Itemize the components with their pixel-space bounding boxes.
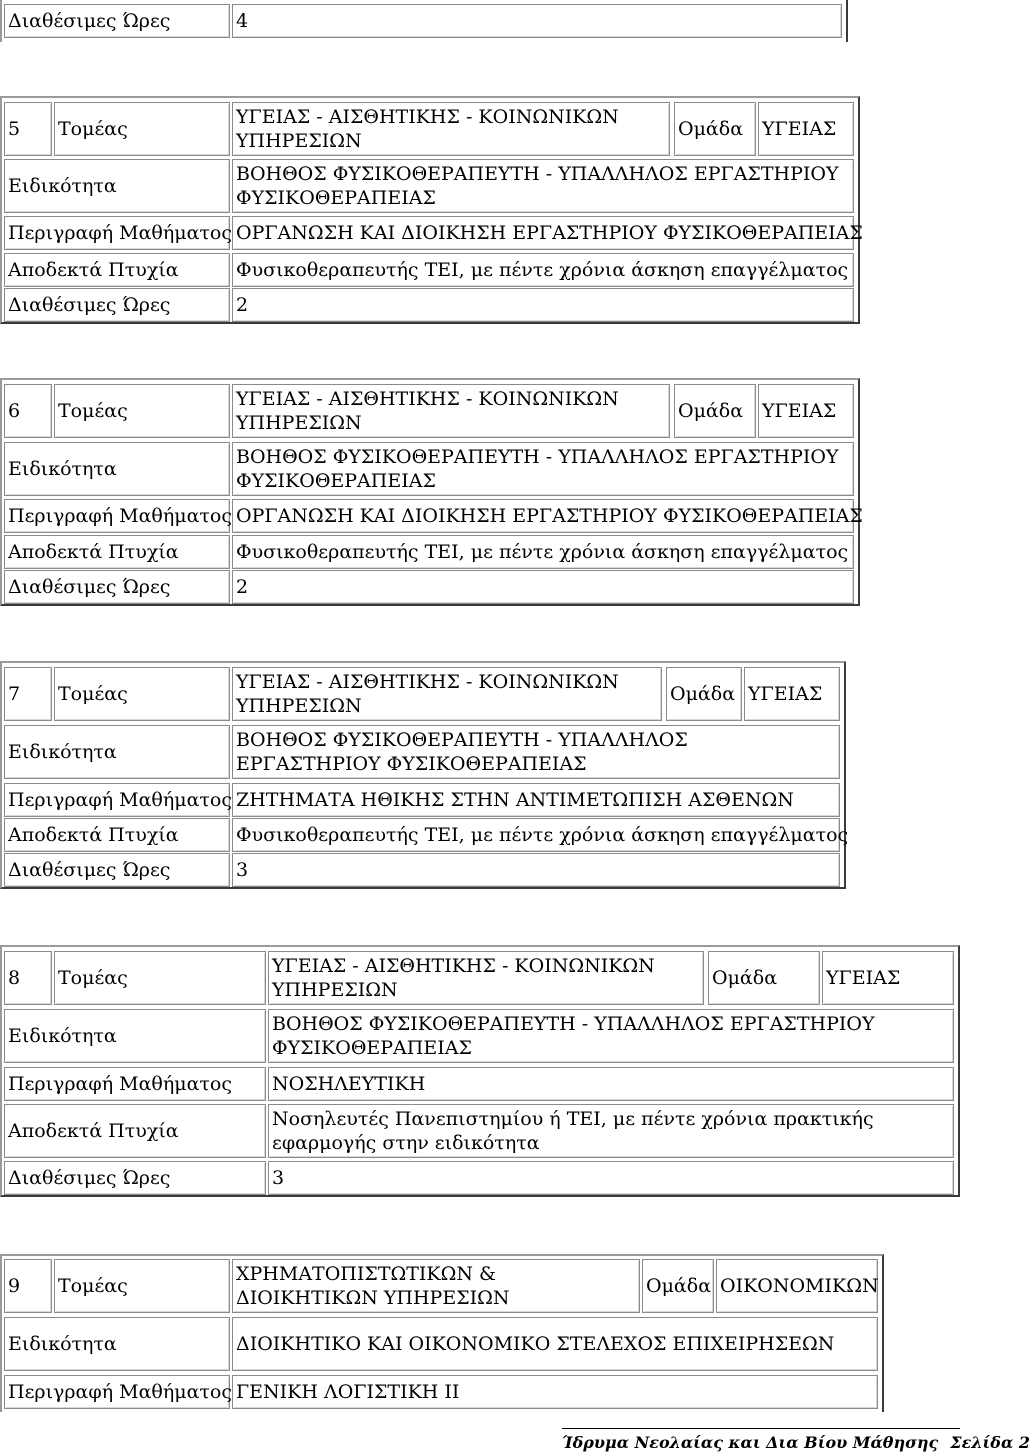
group-label: Ομάδα <box>674 384 756 438</box>
specialty-label: Ειδικότητα <box>4 442 230 496</box>
sector-label: Τομέας <box>54 1259 230 1313</box>
footer-organization: Ίδρυμα Νεολαίας και Δια Βίου Μάθησης <box>562 1433 939 1452</box>
course-description-value: ΝΟΣΗΛΕΥΤΙΚΗ <box>268 1067 954 1101</box>
available-hours-label: Διαθέσιμες Ώρες <box>4 570 230 604</box>
sector-label: Τομέας <box>54 667 230 721</box>
course-description-value: ΖΗΤΗΜΑΤΑ ΗΘΙΚΗΣ ΣΤΗΝ ΑΝΤΙΜΕΤΩΠΙΣΗ ΑΣΘΕΝΩΝ <box>232 783 840 817</box>
available-hours-value: 3 <box>268 1161 954 1195</box>
sector-label: Τομέας <box>54 102 230 156</box>
group-label: Ομάδα <box>642 1259 714 1313</box>
group-value: ΥΓΕΙΑΣ <box>758 384 854 438</box>
sector-value: ΧΡΗΜΑΤΟΠΙΣΤΩΤΙΚΩΝ & ΔΙΟΙΚΗΤΙΚΩΝ ΥΠΗΡΕΣΙΩΝ <box>232 1259 640 1313</box>
specialty-value: ΒΟΗΘΟΣ ΦΥΣΙΚΟΘΕΡΑΠΕΥΤΗ - ΥΠΑΛΛΗΛΟΣ ΕΡΓΑΣΤΗΡΙΟΥ ΦΥΣΙΚΟΘΕΡΑΠΕΙΑΣ <box>232 725 840 779</box>
specialty-label: Ειδικότητα <box>4 725 230 779</box>
sector-value: ΥΓΕΙΑΣ - ΑΙΣΘΗΤΙΚΗΣ - ΚΟΙΝΩΝΙΚΩΝ ΥΠΗΡΕΣΙΩΝ <box>232 384 670 438</box>
block-number: 8 <box>4 951 52 1005</box>
group-label: Ομάδα <box>708 951 820 1005</box>
course-description-value: ΟΡΓΑΝΩΣΗ ΚΑΙ ΔΙΟΙΚΗΣΗ ΕΡΓΑΣΤΗΡΙΟΥ ΦΥΣΙΚΟΘΕΡΑΠΕΙΑΣ <box>232 216 854 250</box>
course-description-value: ΟΡΓΑΝΩΣΗ ΚΑΙ ΔΙΟΙΚΗΣΗ ΕΡΓΑΣΤΗΡΙΟΥ ΦΥΣΙΚΟΘΕΡΑΠΕΙΑΣ <box>232 499 854 533</box>
sector-label: Τομέας <box>54 951 266 1005</box>
accepted-degrees-label: Αποδεκτά Πτυχία <box>4 535 230 569</box>
accepted-degrees-value: Φυσικοθεραπευτής ΤΕΙ, με πέντε χρόνια άσκηση επαγγέλματος <box>232 253 854 287</box>
available-hours-value: 4 <box>232 4 842 38</box>
available-hours-label: Διαθέσιμες Ώρες <box>4 853 230 887</box>
course-description-label: Περιγραφή Μαθήματος <box>4 1067 266 1101</box>
specialty-label: Ειδικότητα <box>4 159 230 213</box>
block-number: 6 <box>4 384 52 438</box>
block-number: 7 <box>4 667 52 721</box>
available-hours-label: Διαθέσιμες Ώρες <box>4 1161 266 1195</box>
course-description-label: Περιγραφή Μαθήματος <box>4 1375 230 1409</box>
sector-value: ΥΓΕΙΑΣ - ΑΙΣΘΗΤΙΚΗΣ - ΚΟΙΝΩΝΙΚΩΝ ΥΠΗΡΕΣΙΩΝ <box>268 951 704 1005</box>
block-number: 9 <box>4 1259 52 1313</box>
accepted-degrees-label: Αποδεκτά Πτυχία <box>4 253 230 287</box>
sector-value: ΥΓΕΙΑΣ - ΑΙΣΘΗΤΙΚΗΣ - ΚΟΙΝΩΝΙΚΩΝ ΥΠΗΡΕΣΙΩΝ <box>232 102 670 156</box>
block-number: 5 <box>4 102 52 156</box>
course-description-label: Περιγραφή Μαθήματος <box>4 783 230 817</box>
sector-value: ΥΓΕΙΑΣ - ΑΙΣΘΗΤΙΚΗΣ - ΚΟΙΝΩΝΙΚΩΝ ΥΠΗΡΕΣΙΩΝ <box>232 667 662 721</box>
group-value: ΥΓΕΙΑΣ <box>822 951 954 1005</box>
specialty-label: Ειδικότητα <box>4 1317 230 1371</box>
footer-page-number: Σελίδα 2 <box>950 1433 1030 1452</box>
specialty-value: ΔΙΟΙΚΗΤΙΚΟ ΚΑΙ ΟΙΚΟΝΟΜΙΚΟ ΣΤΕΛΕΧΟΣ ΕΠΙΧΕΙΡΗΣΕΩΝ <box>232 1317 878 1371</box>
specialty-value: ΒΟΗΘΟΣ ΦΥΣΙΚΟΘΕΡΑΠΕΥΤΗ - ΥΠΑΛΛΗΛΟΣ ΕΡΓΑΣΤΗΡΙΟΥ ΦΥΣΙΚΟΘΕΡΑΠΕΙΑΣ <box>232 442 854 496</box>
course-description-label: Περιγραφή Μαθήματος <box>4 499 230 533</box>
group-value: ΥΓΕΙΑΣ <box>744 667 840 721</box>
accepted-degrees-label: Αποδεκτά Πτυχία <box>4 818 230 852</box>
page-footer <box>562 1432 1030 1454</box>
accepted-degrees-value: Νοσηλευτές Πανεπιστημίου ή ΤΕΙ, με πέντε χρόνια πρακτικής εφαρμογής στην ειδικότητα <box>268 1104 954 1158</box>
specialty-value: ΒΟΗΘΟΣ ΦΥΣΙΚΟΘΕΡΑΠΕΥΤΗ - ΥΠΑΛΛΗΛΟΣ ΕΡΓΑΣΤΗΡΙΟΥ ΦΥΣΙΚΟΘΕΡΑΠΕΙΑΣ <box>268 1009 954 1063</box>
available-hours-value: 2 <box>232 570 854 604</box>
available-hours-value: 3 <box>232 853 840 887</box>
footer-rule <box>562 1428 960 1429</box>
course-description-value: ΓΕΝΙΚΗ ΛΟΓΙΣΤΙΚΗ ΙΙ <box>232 1375 878 1409</box>
group-value: ΥΓΕΙΑΣ <box>758 102 854 156</box>
group-label: Ομάδα <box>666 667 742 721</box>
accepted-degrees-label: Αποδεκτά Πτυχία <box>4 1104 266 1158</box>
group-value: ΟΙΚΟΝΟΜΙΚΩΝ <box>716 1259 878 1313</box>
sector-label: Τομέας <box>54 384 230 438</box>
specialty-value: ΒΟΗΘΟΣ ΦΥΣΙΚΟΘΕΡΑΠΕΥΤΗ - ΥΠΑΛΛΗΛΟΣ ΕΡΓΑΣΤΗΡΙΟΥ ΦΥΣΙΚΟΘΕΡΑΠΕΙΑΣ <box>232 159 854 213</box>
specialty-label: Ειδικότητα <box>4 1009 266 1063</box>
group-label: Ομάδα <box>674 102 756 156</box>
accepted-degrees-value: Φυσικοθεραπευτής ΤΕΙ, με πέντε χρόνια άσκηση επαγγέλματος <box>232 818 840 852</box>
available-hours-value: 2 <box>232 288 854 322</box>
available-hours-label: Διαθέσιμες Ώρες <box>4 288 230 322</box>
accepted-degrees-value: Φυσικοθεραπευτής ΤΕΙ, με πέντε χρόνια άσκηση επαγγέλματος <box>232 535 854 569</box>
course-description-label: Περιγραφή Μαθήματος <box>4 216 230 250</box>
available-hours-label: Διαθέσιμες Ώρες <box>4 4 230 38</box>
